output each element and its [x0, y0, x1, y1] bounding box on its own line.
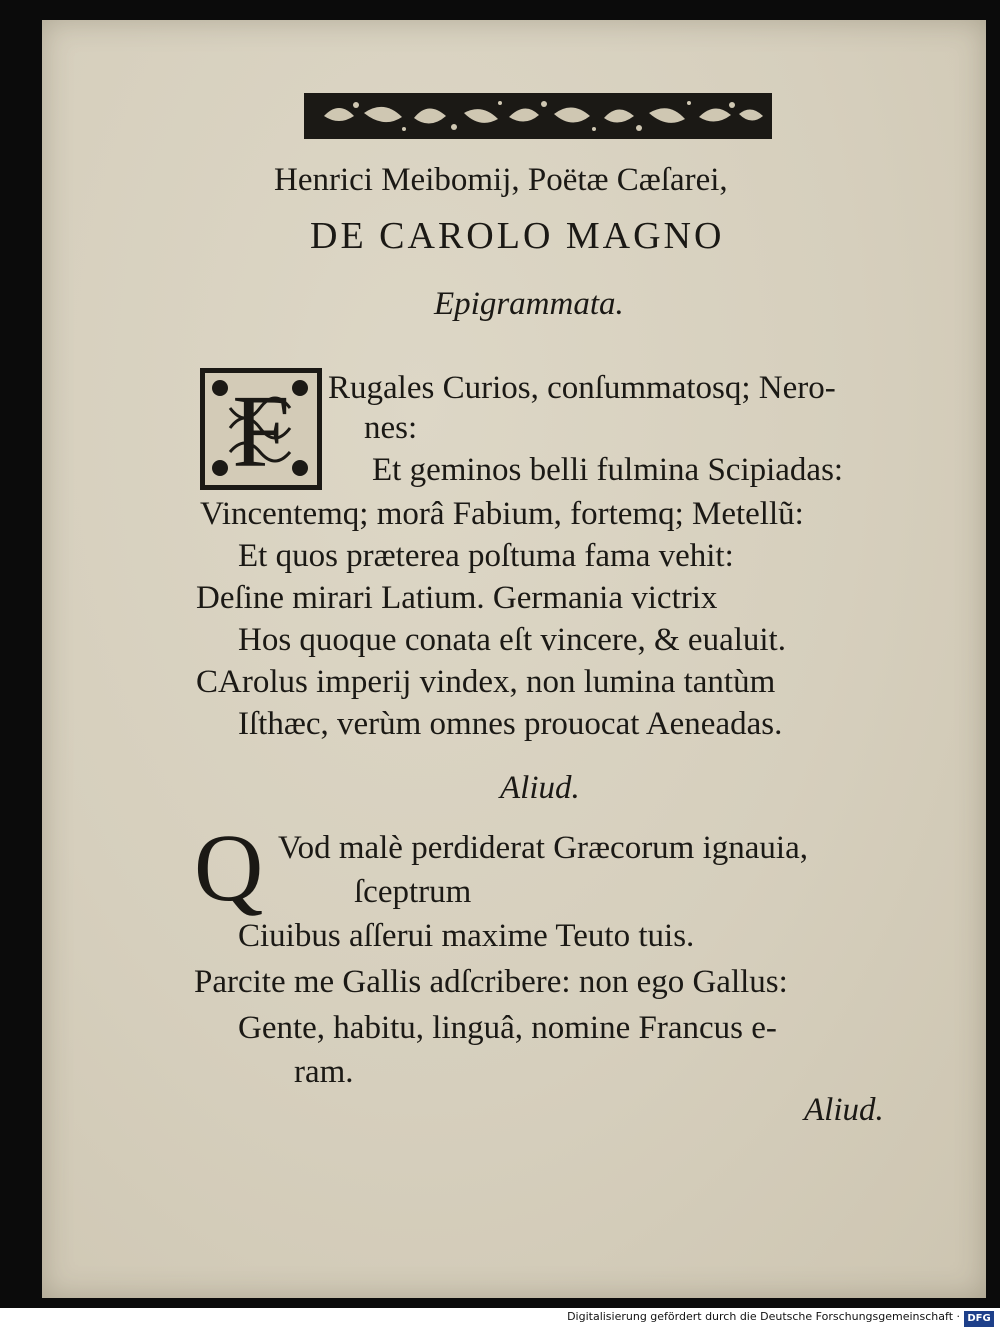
heading-author: Henrici Meibomij, Poëtæ Cæſarei, [274, 162, 728, 198]
footer-bar [0, 1308, 1000, 1331]
ornament-headpiece [304, 93, 772, 139]
epigram1-line-9: Iſthæc, verùm omnes prouocat Aeneadas. [238, 706, 783, 742]
epigram1-line-7: Hos quoque conata eſt vincere, & eualuit. [238, 622, 786, 658]
epigram1-line-1: Rugales Curios, conſummatosq; Nero- [328, 370, 836, 406]
epigram1-line-6: Deſine mirari Latium. Germania victrix [196, 580, 718, 616]
epigram2-line-1: Vod malè perdiderat Græcorum ignauia, [278, 830, 808, 866]
epigram1-line-5: Et quos præterea poſtuma fama vehit: [238, 538, 734, 574]
decorated-initial-f [200, 368, 322, 490]
epigram2-line-5: Gente, habitu, linguâ, nomine Francus e- [238, 1010, 777, 1046]
epigram1-line-2: nes: [364, 410, 418, 446]
initial-f-letter: F [232, 374, 290, 489]
epigram2-line-4: Parcite me Gallis adſcribere: non ego Gallus: [194, 964, 788, 1000]
epigram2-line-6: ram. [294, 1054, 354, 1090]
heading-subject: DE CAROLO MAGNO [310, 215, 725, 257]
epigram2-line-2: ſceptrum [354, 874, 472, 910]
book-page [42, 20, 986, 1298]
epigram1-line-4: Vincentemq; morâ Fabium, fortemq; Metellũ: [200, 496, 804, 532]
heading-genre: Epigrammata. [434, 286, 624, 322]
epigram2-line-3: Ciuibus aſſerui maxime Teuto tuis. [238, 918, 695, 954]
dfg-logo: DFG [964, 1311, 994, 1327]
epigram1-line-3: Et geminos belli fulmina Scipiadas: [372, 452, 844, 488]
initial-q: Q [194, 814, 264, 921]
aliud-heading-1: Aliud. [500, 770, 580, 806]
funding-note: Digitalisierung gefördert durch die Deutsche Forschungsgemeinschaft · [567, 1310, 960, 1323]
aliud-heading-2: Aliud. [804, 1092, 884, 1128]
epigram1-line-8: CArolus imperij vindex, non lumina tantùm [196, 664, 776, 700]
